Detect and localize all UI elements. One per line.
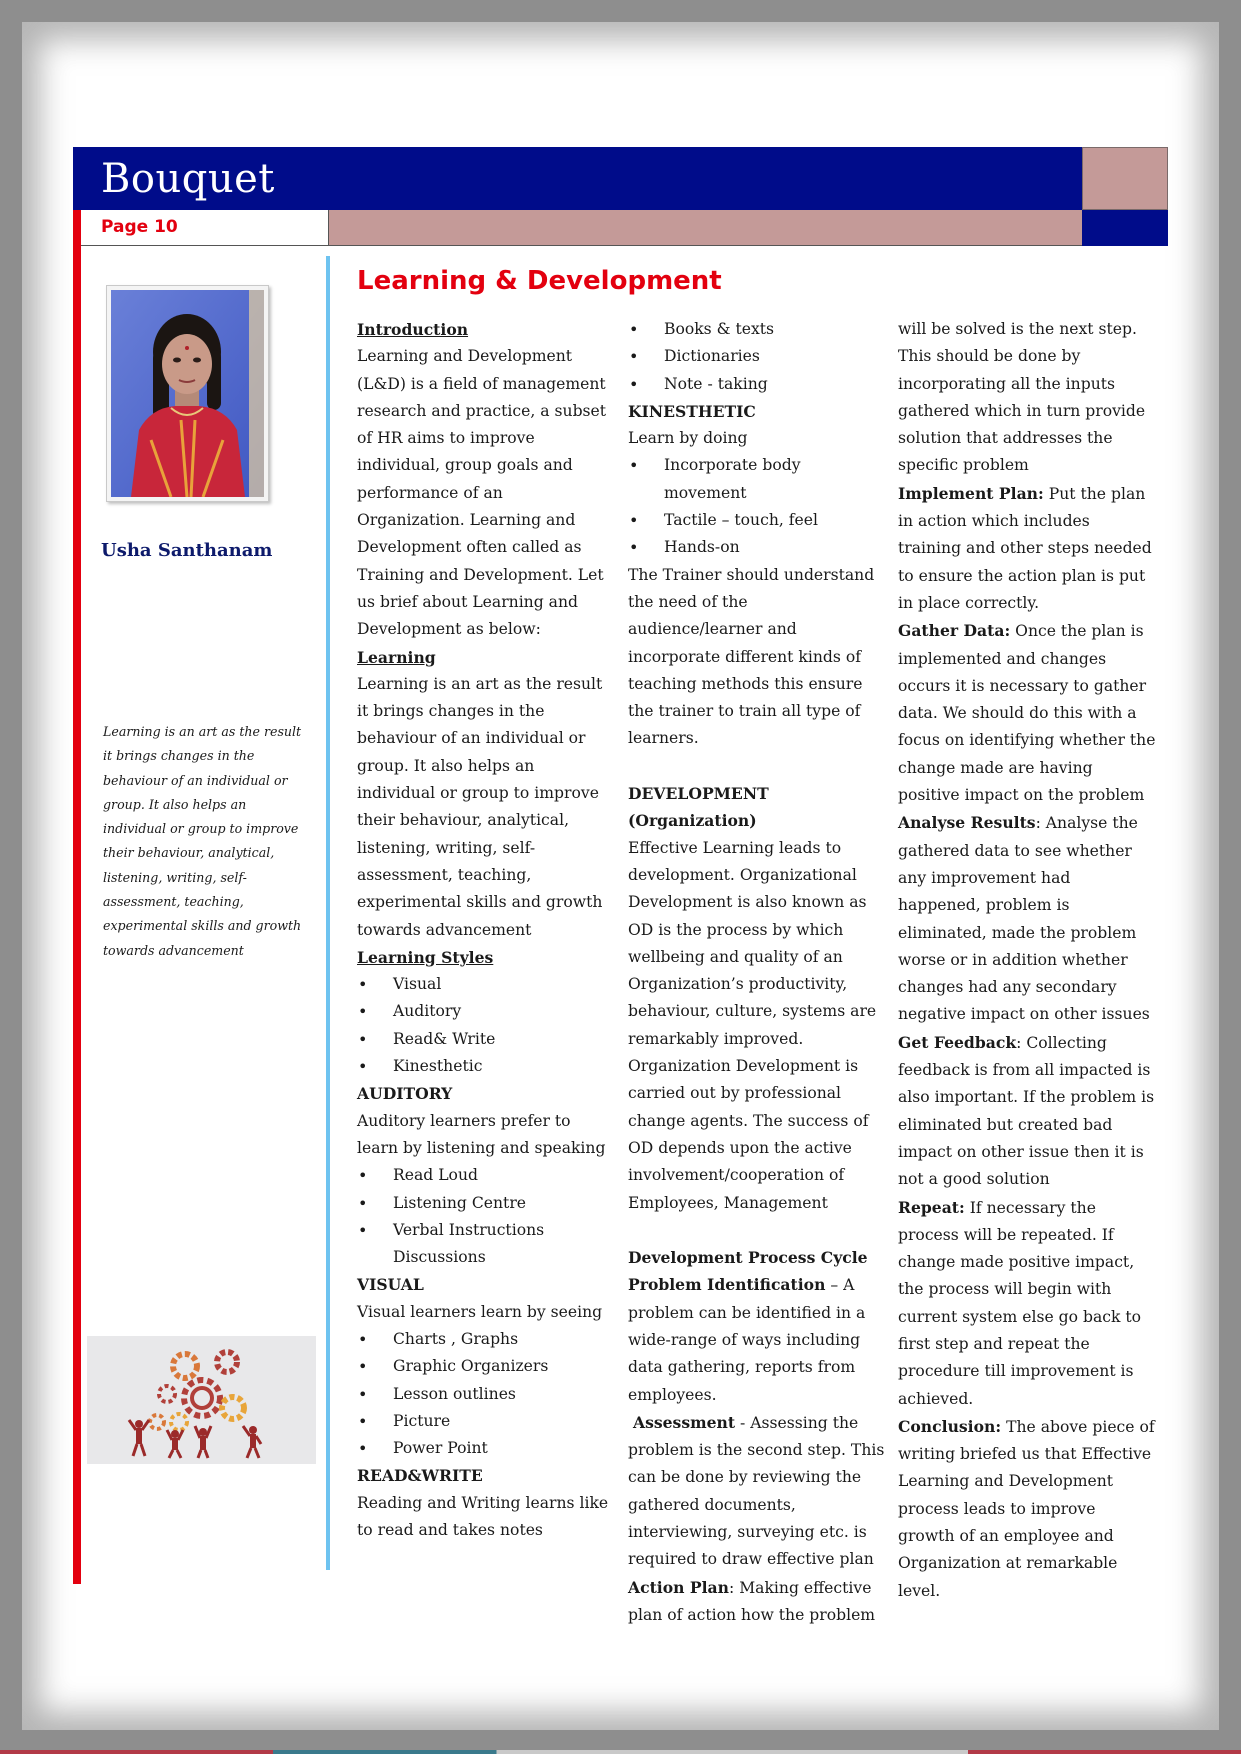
header-rose-bar — [328, 210, 1082, 246]
implement-plan-label: Implement Plan: — [898, 483, 1044, 503]
get-feedback-label: Get Feedback — [898, 1032, 1017, 1052]
learning-heading: Learning — [357, 647, 436, 667]
assessment-label: Assessment — [632, 1412, 736, 1432]
trainer-paragraph: The Trainer should understand the need of the audience/learner and incorporate different kinds of teaching methods this ensure the trainer to train all type of learners. — [628, 565, 875, 748]
list-item: • Auditory — [357, 998, 615, 1025]
read-write-heading: READ&WRITE — [357, 1466, 483, 1486]
problem-identification-paragraph — [628, 1271, 886, 1408]
list-item: • Verbal Instructions Discussions — [357, 1217, 615, 1272]
conclusion-label: Conclusion: — [898, 1416, 1002, 1436]
visual-list — [357, 1326, 615, 1462]
learning-styles-heading: Learning Styles — [357, 947, 494, 967]
list-item: • Lesson outlines — [357, 1381, 615, 1408]
intro-heading: Introduction — [357, 320, 469, 339]
list-item: • Graphic Organizers — [357, 1353, 615, 1380]
list-item: • Note - taking — [628, 371, 886, 398]
development-heading: DEVELOPMENT (Organization) — [628, 784, 769, 831]
bottom-color-stripe — [0, 1750, 1241, 1754]
list-item: • Hands-on — [628, 534, 886, 561]
article-column-1 — [357, 316, 615, 1544]
visual-heading: VISUAL — [357, 1275, 424, 1295]
list-item: • Incorporate body movement — [628, 452, 886, 507]
list-item: • Kinesthetic — [357, 1053, 615, 1080]
page-number: Page 10 — [101, 217, 178, 237]
auditory-paragraph: Auditory learners prefer to learn by listening and speaking — [357, 1111, 606, 1157]
auditory-heading: AUDITORY — [357, 1084, 453, 1104]
kinesthetic-heading: KINESTHETIC — [628, 401, 756, 421]
list-item: • Charts , Graphs — [357, 1326, 615, 1353]
publication-title: Bouquet — [101, 156, 275, 202]
problem-identification-label: Problem Identification — [628, 1275, 826, 1295]
implement-plan-text: Put the plan in action which includes training and other steps needed to ensure the action plan is put in place correctly. — [898, 484, 1152, 612]
gears-illustration — [87, 1336, 316, 1464]
action-plan-paragraph — [628, 1574, 886, 1630]
kinesthetic-paragraph: Learn by doing — [628, 429, 748, 448]
action-plan-label: Action Plan — [628, 1577, 729, 1597]
intro-paragraph: Learning and Development (L&D) is a field of management research and practice, a subset of HR aims to improve individual, group goals and performance of an Organization. Learning and Development often called as Training and Development. Let us brief about Learning and Development as below: — [357, 347, 607, 639]
get-feedback-paragraph — [898, 1029, 1156, 1194]
development-paragraph: Effective Learning leads to development. Organizational Development is also known as OD is the process by which wellbeing and quality of an Organization’s productivity, behaviour, culture, systems are remarkably improved. Organization Development is carried out by professional change agents. The success of OD depends upon the active involvement/cooperation of Employees, Management — [628, 838, 877, 1212]
get-feedback-text: : Collecting feedback is from all impacted is also important. If the problem is eliminated but created bad impact on other issue then it is not a good solution — [898, 1033, 1155, 1189]
auditory-list — [357, 1162, 615, 1271]
gather-data-text: Once the plan is implemented and changes occurs it is necessary to gather data. We should do this with a focus on identifying whether the change made are having positive impact on the problem — [898, 622, 1156, 805]
article-title: Learning & Development — [357, 266, 722, 296]
article-column-2 — [628, 316, 886, 1629]
pull-quote: Learning is an art as the result it brings changes in the behaviour of an individual or group. It also helps an individual or group to improve their behaviour, analytical, listening, writing, self-assessment, teaching, experimental skills and growth towards advancement — [103, 724, 302, 958]
column-divider-rule — [326, 256, 330, 1570]
problem-identification-text: – A problem can be identified in a wide-range of ways including data gathering, reports from employees. — [628, 1276, 866, 1404]
header-blue-square — [1082, 210, 1168, 246]
analyse-results-paragraph — [898, 809, 1156, 1028]
learning-paragraph: Learning is an art as the result it brings changes in the behaviour of an individual or group. It also helps an individual or group to improve their behaviour, analytical, listening, writing, self-assessment, teaching, experimental skills and growth towards advancement — [357, 674, 603, 939]
list-item: • Books & texts — [628, 316, 886, 343]
conclusion-paragraph — [898, 1413, 1156, 1605]
list-item: • Listening Centre — [357, 1190, 615, 1217]
author-portrait-image — [111, 290, 264, 497]
process-cycle-heading: Development Process Cycle — [628, 1248, 868, 1268]
gather-data-paragraph — [898, 617, 1156, 809]
action-plan-continued: will be solved is the next step. This should be done by incorporating all the inputs gathered which in turn provide solution that addresses the specific problem — [898, 320, 1146, 475]
list-item: • Power Point — [357, 1435, 615, 1462]
kinesthetic-list — [628, 452, 886, 561]
list-item: • Read& Write — [357, 1026, 615, 1053]
visual-paragraph: Visual learners learn by seeing — [357, 1302, 603, 1321]
repeat-text: If necessary the process will be repeated. If change made positive impact, the process will begin with current system else go back to first step and repeat the procedure till improvement is achieved. — [898, 1198, 1142, 1408]
gather-data-label: Gather Data: — [898, 621, 1011, 641]
analyse-results-label: Analyse Results — [898, 813, 1036, 833]
analyse-results-text: : Analyse the gathered data to see whether any improvement had happened, problem is eliminated, made the problem worse or in addition whether changes had any secondary negative impact on other issues — [898, 814, 1150, 1024]
paragraph-gap — [628, 753, 886, 780]
author-name: Usha Santhanam — [101, 540, 273, 561]
list-item: • Read Loud — [357, 1162, 615, 1189]
article-column-3 — [898, 316, 1156, 1605]
learning-styles-list — [357, 971, 615, 1080]
assessment-paragraph — [628, 1409, 886, 1574]
paragraph-gap — [628, 1217, 886, 1244]
list-item: • Tactile – touch, feel — [628, 507, 886, 534]
list-item: • Dictionaries — [628, 343, 886, 370]
repeat-paragraph — [898, 1194, 1156, 1413]
action-plan-text: : Making effective plan of action how the problem — [628, 1578, 876, 1624]
conclusion-text: The above piece of writing briefed us that Effective Learning and Development process leads to improve growth of an employee and Organization at remarkable level. — [898, 1417, 1155, 1600]
list-item: • Visual — [357, 971, 615, 998]
repeat-label: Repeat: — [898, 1197, 965, 1217]
author-photo — [106, 285, 269, 502]
header-rose-square — [1082, 147, 1168, 210]
left-red-rule — [73, 210, 81, 1584]
read-write-list — [628, 316, 886, 398]
gears-teamwork-icon — [87, 1336, 316, 1464]
assessment-text: - Assessing the problem is the second step. This can be done by reviewing the gathered documents, interviewing, surveying etc. is required to draw effective plan — [628, 1413, 885, 1569]
list-item: • Picture — [357, 1408, 615, 1435]
read-write-paragraph: Reading and Writing learns like to read and takes notes — [357, 1493, 609, 1540]
implement-plan-paragraph — [898, 480, 1156, 617]
